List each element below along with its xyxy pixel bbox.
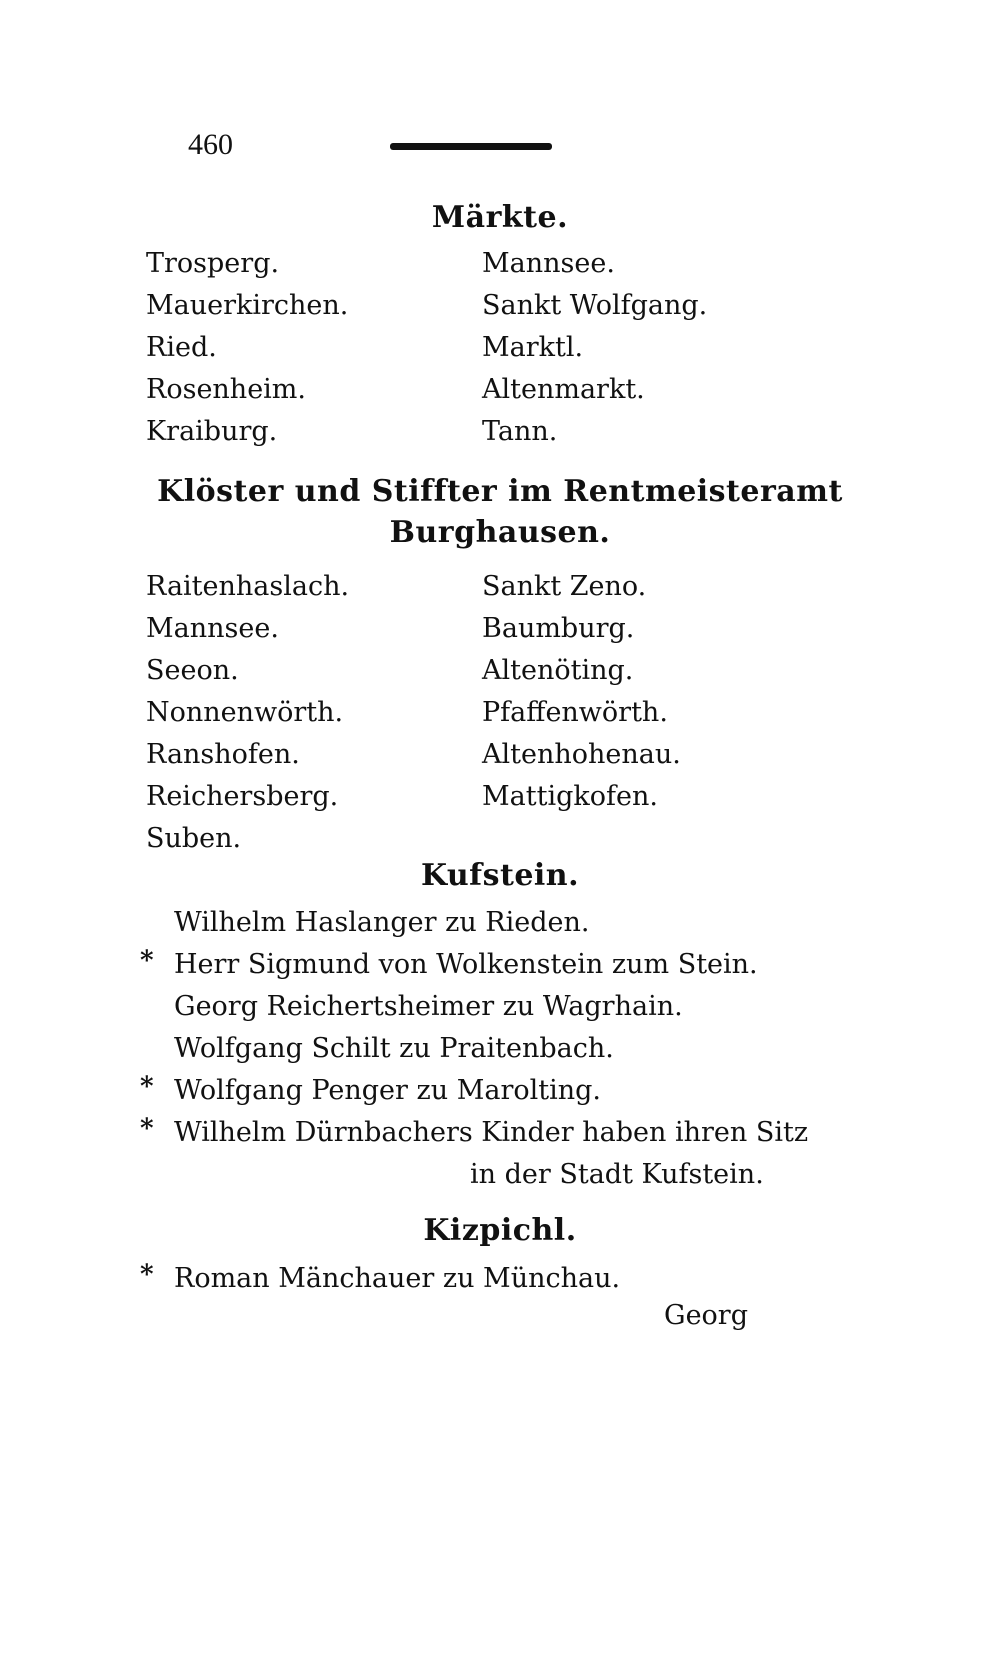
list-item: Baumburg. — [482, 613, 635, 644]
asterisk-mark: * — [140, 1114, 154, 1144]
asterisk-mark: * — [140, 1072, 154, 1102]
list-item — [140, 944, 820, 986]
list-item: Altenhohenau. — [482, 739, 681, 770]
section-heading-kloester-line2: Burghausen. — [389, 515, 611, 550]
list-item: Sankt Wolfgang. — [482, 290, 708, 321]
list-row — [146, 818, 786, 860]
catchword: Georg — [664, 1300, 748, 1331]
list-item-continuation — [140, 1154, 820, 1196]
list-row — [146, 285, 786, 327]
kizpichl-entries — [140, 1258, 820, 1300]
list-item: Pfaffenwörth. — [482, 697, 668, 728]
list-item: Trosperg. — [146, 248, 280, 279]
list-item: Altenmarkt. — [482, 374, 645, 405]
maerkte-list — [146, 243, 786, 453]
asterisk-mark: * — [140, 1260, 154, 1290]
list-item: Mauerkirchen. — [146, 290, 349, 321]
list-item: Ranshofen. — [146, 739, 300, 770]
page-number: 460 — [188, 128, 233, 161]
list-row — [146, 327, 786, 369]
list-row — [146, 734, 786, 776]
list-row — [146, 566, 786, 608]
list-item: Rosenheim. — [146, 374, 306, 405]
entry-text: Georg Reichertsheimer zu Wagrhain. — [174, 991, 683, 1022]
list-item: Nonnenwörth. — [146, 697, 344, 728]
entry-text: Wolfgang Schilt zu Praitenbach. — [174, 1033, 614, 1064]
entry-text: Roman Mänchauer zu Münchau. — [174, 1263, 621, 1294]
list-item: Seeon. — [146, 655, 239, 686]
list-row — [146, 243, 786, 285]
section-heading-kufstein: Kufstein. — [420, 858, 580, 893]
entry-text: Wilhelm Haslanger zu Rieden. — [174, 907, 590, 938]
list-item — [140, 1112, 820, 1154]
list-item: Mannsee. — [482, 248, 615, 279]
list-row — [146, 608, 786, 650]
section-heading-kloester: Klöster und Stiffter im Rentmeisteramt — [157, 474, 843, 509]
list-item: Mattigkofen. — [482, 781, 658, 812]
list-item: Sankt Zeno. — [482, 571, 647, 602]
list-item — [140, 902, 820, 944]
list-item — [140, 986, 820, 1028]
list-item: Marktl. — [482, 332, 584, 363]
list-item: Kraiburg. — [146, 416, 278, 447]
list-item: Raitenhaslach. — [146, 571, 350, 602]
list-item: Suben. — [146, 823, 242, 854]
list-item: Reichersberg. — [146, 781, 339, 812]
list-item: Altenöting. — [482, 655, 634, 686]
list-row — [146, 650, 786, 692]
list-row — [146, 411, 786, 453]
list-row — [146, 692, 786, 734]
list-row — [146, 369, 786, 411]
list-item: Ried. — [146, 332, 217, 363]
asterisk-mark: * — [140, 946, 154, 976]
entry-text: Wilhelm Dürnbachers Kinder haben ihren Sitz — [174, 1117, 809, 1148]
list-item — [140, 1258, 820, 1300]
entry-text: Wolfgang Penger zu Marolting. — [174, 1075, 601, 1106]
section-heading-kizpichl: Kizpichl. — [423, 1213, 577, 1248]
list-item: Tann. — [482, 416, 558, 447]
list-item — [140, 1028, 820, 1070]
entry-text: Herr Sigmund von Wolkenstein zum Stein. — [174, 949, 758, 980]
list-row — [146, 776, 786, 818]
entry-text: in der Stadt Kufstein. — [470, 1159, 764, 1190]
section-heading-maerkte: Märkte. — [431, 200, 569, 235]
kloester-list — [146, 566, 786, 860]
kufstein-entries — [140, 902, 820, 1196]
list-item — [140, 1070, 820, 1112]
list-item: Mannsee. — [146, 613, 279, 644]
header-rule — [390, 143, 552, 150]
